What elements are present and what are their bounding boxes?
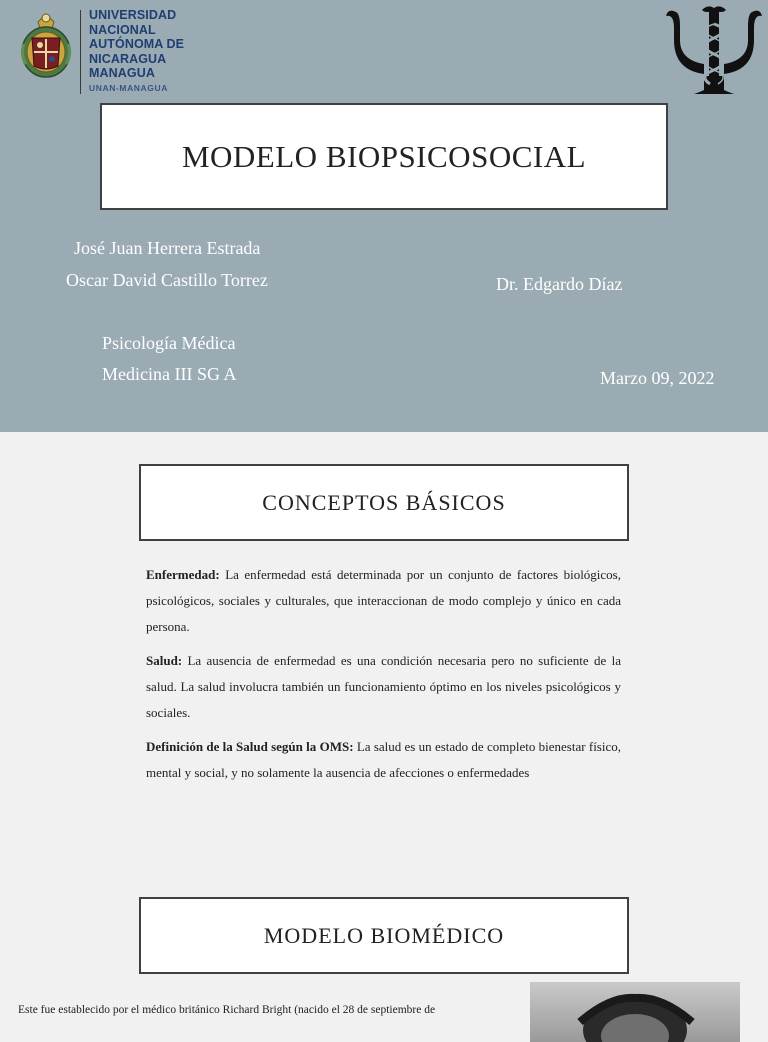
logo-line: NICARAGUA: [89, 51, 167, 66]
logo-divider: [80, 10, 81, 94]
biomedical-paragraph: Este fue establecido por el médico británico Richard Bright (nacido el 28 de septiembre de: [18, 1004, 436, 1016]
concept-definition: La salud es un estado de completo bienestar físico, mental y social, y no solamente la ausencia de afecciones o enfermedades: [146, 739, 621, 780]
title-slide: [0, 0, 768, 432]
logo-subtitle: UNAN-MANAGUA: [89, 82, 168, 93]
author-1: José Juan Herrera Estrada: [74, 238, 261, 258]
logo-line: UNIVERSIDAD: [89, 8, 177, 22]
biomedical-heading: MODELO BIOMÉDICO: [263, 922, 505, 948]
main-title: MODELO BIOPSICOSOCIAL: [181, 138, 587, 174]
concept-term: Enfermedad:: [146, 567, 220, 582]
logo-line: NACIONAL: [89, 22, 156, 37]
portrait-image: [530, 982, 740, 1042]
concept-term: Salud:: [146, 653, 183, 668]
university-name: [89, 8, 184, 95]
logo-line: MANAGUA: [89, 66, 155, 80]
concept-item: [146, 562, 621, 640]
concept-item: [146, 734, 621, 786]
professor-name: Dr. Edgardo Díaz: [496, 274, 623, 294]
concepts-list: [146, 562, 621, 794]
university-logo: [18, 8, 184, 95]
portrait-figure-icon: [530, 982, 740, 1042]
group-name: Medicina III SG A: [102, 364, 237, 384]
main-title-box: [100, 103, 668, 210]
concept-item: [146, 648, 621, 726]
concepts-heading-box: [139, 464, 629, 541]
presentation-date: Marzo 09, 2022: [600, 368, 715, 388]
logo-line: AUTÓNOMA DE: [89, 37, 185, 51]
author-2: Oscar David Castillo Torrez: [66, 270, 268, 290]
concept-definition: La ausencia de enfermedad es una condición necesaria pero no suficiente de la salud. La salud involucra también un funcionamiento óptimo en los niveles psicológicos y sociales.: [146, 653, 621, 720]
university-seal-icon: [18, 8, 74, 80]
concepts-heading: CONCEPTOS BÁSICOS: [262, 489, 506, 515]
concept-definition: La enfermedad está determinada por un conjunto de factores biológicos, psicológicos, sociales y culturales, que interaccionan de modo complejo y único en cada persona.: [146, 567, 621, 634]
biomedical-heading-box: [139, 897, 629, 974]
psi-caduceus-icon: [662, 6, 766, 98]
course-name: Psicología Médica: [102, 333, 236, 353]
concept-term: Definición de la Salud según la OMS:: [146, 739, 354, 754]
